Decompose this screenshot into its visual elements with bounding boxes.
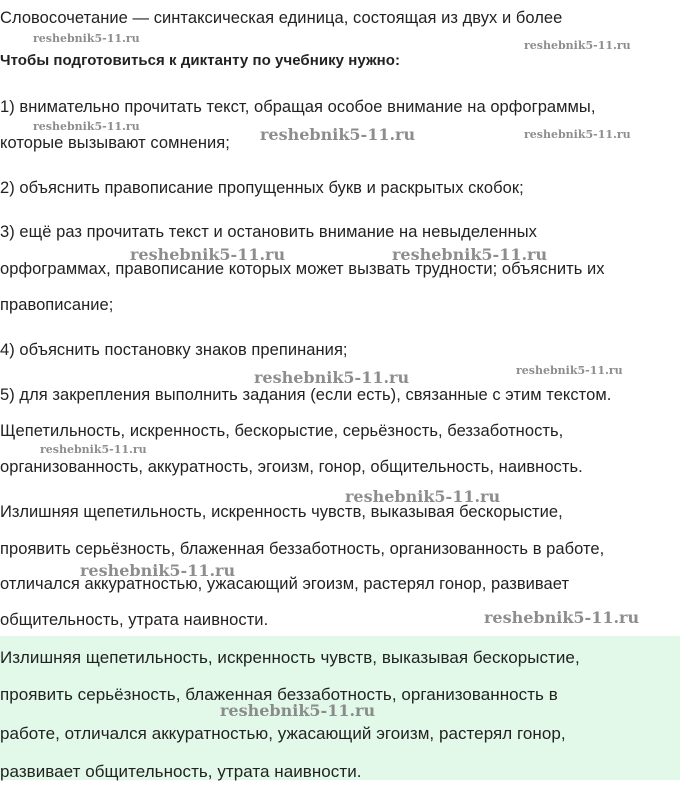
text-line: 5) для закрепления выполнить задания (если есть), связанные с этим текстом. — [0, 386, 612, 404]
text-line: 1) внимательно прочитать текст, обращая особое внимание на орфограммы, — [0, 98, 596, 116]
text-line: проявить серьёзность, блаженная беззаботность, организованность в работе, — [0, 540, 605, 558]
answer-line: проявить серьёзность, блаженная беззаботность, организованность в — [0, 685, 558, 704]
text-line: организованность, аккуратность, эгоизм, гонор, общительность, наивность. — [0, 458, 583, 476]
watermark: reshebnik5-11.ru — [345, 487, 501, 506]
text-line: общительность, утрата наивности. — [0, 611, 269, 629]
watermark: reshebnik5-11.ru — [524, 128, 631, 141]
text-line: орфограммах, правописание которых может вызвать трудности; объяснить их — [0, 260, 605, 278]
watermark: reshebnik5-11.ru — [484, 608, 640, 627]
section-heading: Чтобы подготовиться к диктанту по учебнику нужно: — [0, 52, 401, 69]
text-line: 3) ещё раз прочитать текст и остановить внимание на невыделенных — [0, 223, 537, 241]
watermark: reshebnik5-11.ru — [40, 443, 147, 456]
text-line: Излишняя щепетильность, искренность чувств, выказывая бескорыстие, — [0, 503, 563, 521]
text-line: 2) объяснить правописание пропущенных букв и раскрытых скобок; — [0, 179, 524, 197]
watermark: reshebnik5-11.ru — [254, 368, 410, 387]
answer-line: развивает общительность, утрата наивности. — [0, 762, 362, 781]
watermark: reshebnik5-11.ru — [80, 561, 236, 580]
watermark: reshebnik5-11.ru — [33, 32, 140, 45]
watermark: reshebnik5-11.ru — [220, 701, 376, 720]
watermark: reshebnik5-11.ru — [516, 364, 623, 377]
text-line: Щепетильность, искренность, бескорыстие, серьёзность, беззаботность, — [0, 422, 564, 440]
answer-line: работе, отличался аккуратностью, ужасающий эгоизм, растерял гонор, — [0, 724, 566, 743]
text-line: которые вызывают сомнения; — [0, 134, 230, 152]
text-line: правописание; — [0, 296, 114, 314]
watermark: reshebnik5-11.ru — [260, 125, 416, 144]
watermark: reshebnik5-11.ru — [392, 245, 548, 264]
text-line: Словосочетание — синтаксическая единица, состоящая из двух и более — [0, 9, 563, 27]
watermark: reshebnik5-11.ru — [524, 39, 631, 52]
text-line: отличался аккуратностью, ужасающий эгоизм, растерял гонор, развивает — [0, 575, 570, 593]
watermark: reshebnik5-11.ru — [130, 245, 286, 264]
watermark: reshebnik5-11.ru — [33, 120, 140, 133]
answer-line: Излишняя щепетильность, искренность чувств, выказывая бескорыстие, — [0, 648, 580, 667]
text-line: 4) объяснить постановку знаков препинания; — [0, 341, 348, 359]
